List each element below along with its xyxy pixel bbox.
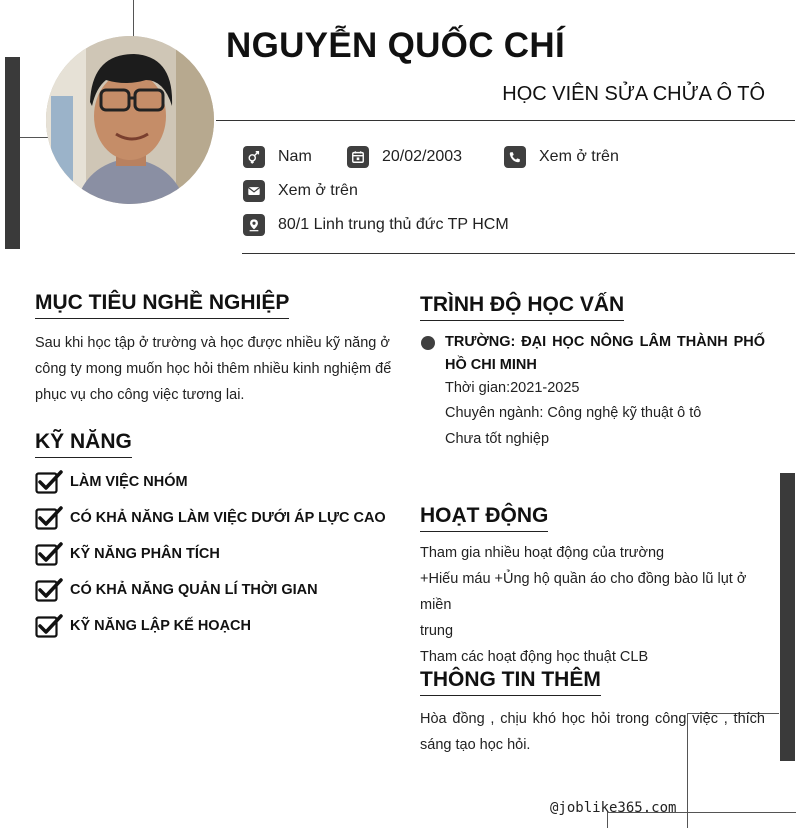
- checkbox-check-icon: [35, 470, 63, 494]
- objective-text: [35, 330, 395, 408]
- phone-value: Xem ở trên: [539, 148, 619, 165]
- skill-item: [35, 614, 251, 638]
- skills-heading: KỸ NĂNG: [35, 430, 132, 458]
- skill-label: CÓ KHẢ NĂNG LÀM VIỆC DƯỚI ÁP LỰC CAO: [70, 510, 386, 526]
- activities-text: [420, 540, 770, 670]
- birthday-value: 20/02/2003: [382, 148, 463, 165]
- skill-label: KỸ NĂNG LẬP KẾ HOẠCH: [70, 618, 251, 634]
- extra-line: Hòa đồng , chịu khó học hỏi trong công việc , thích: [420, 711, 765, 727]
- contact-address: [243, 214, 509, 236]
- extra-text: [420, 706, 765, 758]
- activities-line: Tham gia nhiều hoạt động của trường: [420, 545, 665, 561]
- phone-icon: [504, 146, 526, 168]
- skill-label: CÓ KHẢ NĂNG QUẢN LÍ THỜI GIAN: [70, 582, 318, 598]
- contact-gender: [243, 146, 312, 168]
- checkbox-check-icon: [35, 578, 63, 602]
- education-heading: TRÌNH ĐỘ HỌC VẤN: [420, 293, 624, 321]
- avatar: [46, 36, 214, 204]
- extra-heading: THÔNG TIN THÊM: [420, 668, 601, 696]
- email-value: Xem ở trên: [278, 182, 358, 199]
- objective-heading: MỤC TIÊU NGHỀ NGHIỆP: [35, 291, 289, 319]
- candidate-name: NGUYỄN QUỐC CHÍ: [226, 26, 565, 65]
- decorative-line: [133, 0, 134, 40]
- contact-email: [243, 180, 358, 202]
- contact-birthday: [347, 146, 462, 168]
- envelope-icon: [243, 180, 265, 202]
- skill-item: [35, 506, 386, 530]
- decorative-line: [20, 137, 50, 138]
- extra-line: sáng tạo học hỏi.: [420, 737, 531, 753]
- divider: [216, 120, 795, 121]
- contact-phone: [504, 146, 619, 168]
- address-value: 80/1 Linh trung thủ đức TP HCM: [278, 216, 509, 233]
- watermark: @joblike365.com: [550, 800, 677, 816]
- education-status: Chưa tốt nghiệp: [445, 431, 550, 447]
- objective-line: phục vụ cho công việc tương lai.: [35, 387, 245, 403]
- checkbox-check-icon: [35, 506, 63, 530]
- skill-item: [35, 542, 220, 566]
- activities-line: Tham các hoạt động học thuật CLB: [420, 649, 649, 665]
- skill-label: LÀM VIỆC NHÓM: [70, 474, 188, 490]
- skill-label: KỸ NĂNG PHÂN TÍCH: [70, 546, 220, 562]
- job-title: HỌC VIÊN SỬA CHỬA Ô TÔ: [502, 83, 765, 105]
- calendar-icon: [347, 146, 369, 168]
- education-time: Thời gian:2021-2025: [445, 380, 580, 396]
- decorative-bar-left: [5, 57, 20, 249]
- checkbox-check-icon: [35, 542, 63, 566]
- gender-value: Nam: [278, 148, 312, 165]
- divider: [242, 253, 795, 254]
- checkbox-check-icon: [35, 614, 63, 638]
- education-school: TRƯỜNG: ĐẠI HỌC NÔNG LÂM THÀNH PHỐ HỒ CHI MINH: [445, 334, 765, 373]
- objective-line: công ty mong muốn học hỏi thêm nhiều kinh nghiệm để: [35, 361, 392, 377]
- map-pin-icon: [243, 214, 265, 236]
- activities-heading: HOẠT ĐỘNG: [420, 504, 548, 532]
- education-major: Chuyên ngành: Công nghệ kỹ thuật ô tô: [445, 405, 702, 421]
- gender-icon: [243, 146, 265, 168]
- decorative-bar-right: [780, 473, 795, 761]
- activities-line: +Hiếu máu +Ủng hộ quần áo cho đồng bào lũ lụt ở miền: [420, 571, 747, 613]
- skill-item: [35, 578, 318, 602]
- activities-line: trung: [420, 623, 454, 639]
- skill-item: [35, 470, 188, 494]
- objective-line: Sau khi học tập ở trường và học được nhiều kỹ năng ở: [35, 335, 390, 351]
- bullet-dot: [421, 336, 435, 350]
